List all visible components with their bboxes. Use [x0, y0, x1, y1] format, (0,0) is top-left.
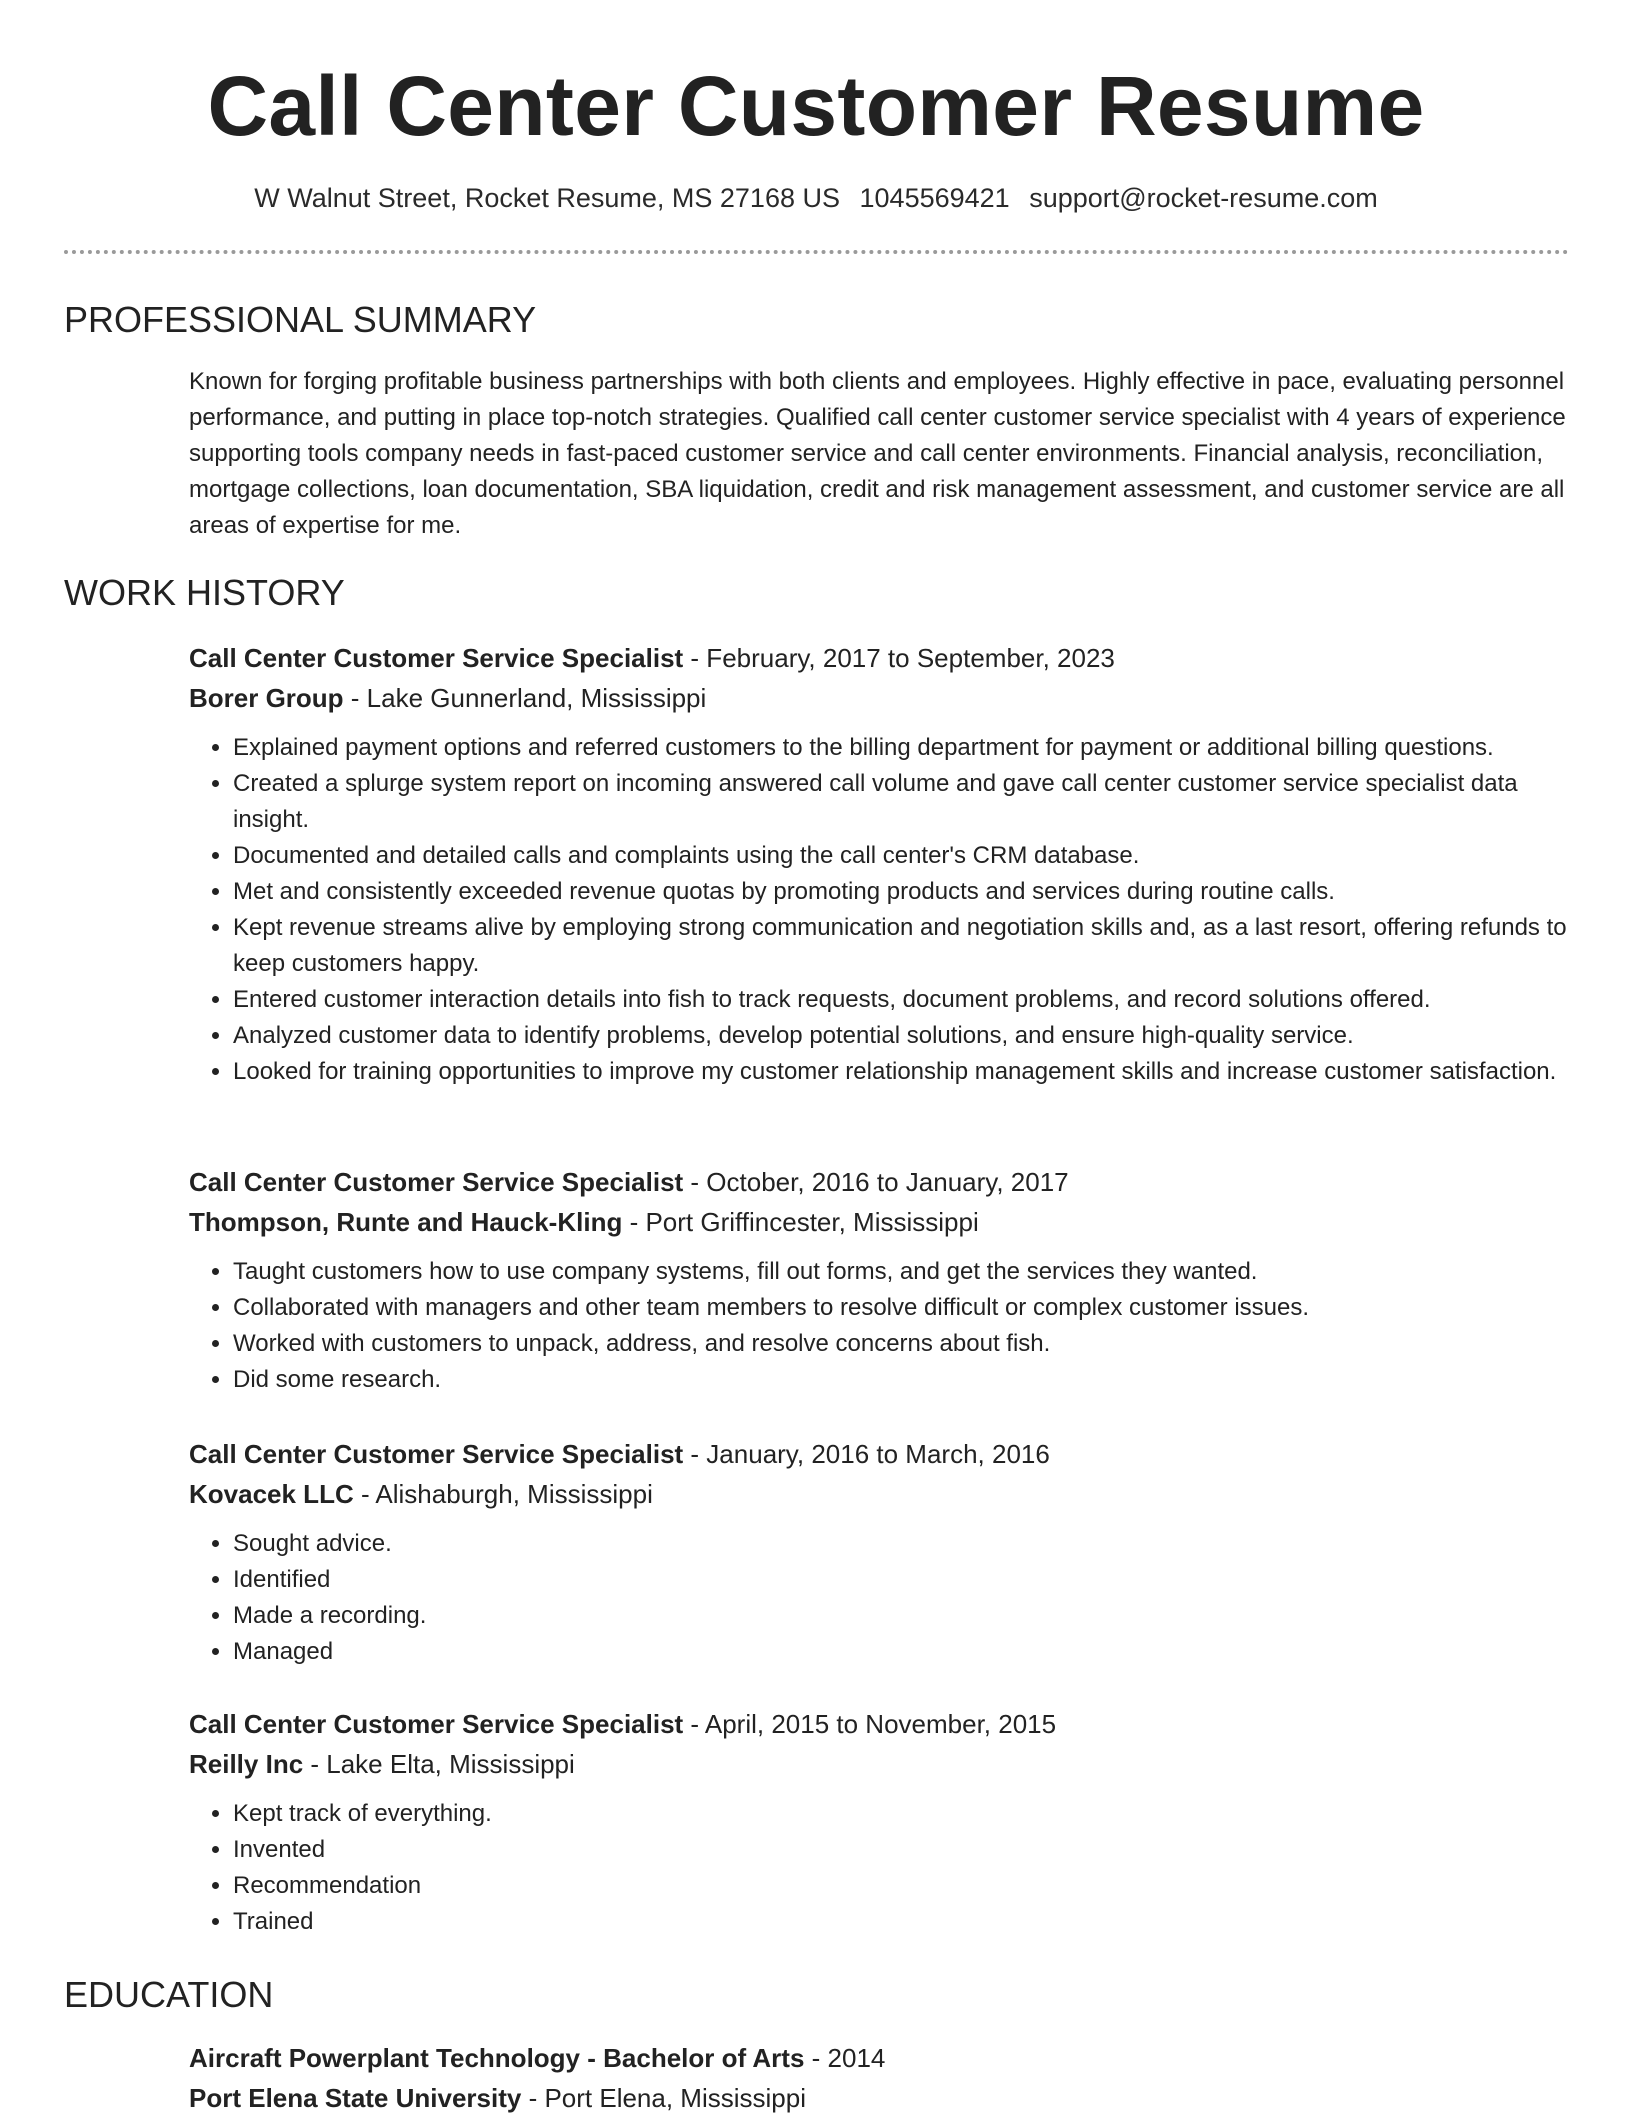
education-heading: EDUCATION — [64, 1974, 274, 2015]
job-dates: - October, 2016 to January, 2017 — [683, 1167, 1069, 1197]
job-bullets — [189, 1254, 1571, 1398]
education-location: - Port Elena, Mississippi — [521, 2083, 806, 2113]
job-location: - Alishaburgh, Mississippi — [353, 1479, 653, 1509]
education-degree-line — [189, 2038, 1571, 2078]
job-title: Call Center Customer Service Specialist — [189, 643, 684, 673]
education-entry — [189, 2038, 1571, 2118]
job-bullet: • Taught customers how to use company systems, fill out forms, and get the services they wanted. — [233, 1254, 1571, 1290]
resume-title: Call Center Customer Resume — [207, 59, 1425, 153]
summary-heading: PROFESSIONAL SUMMARY — [64, 299, 537, 340]
summary-text: Known for forging profitable business partnerships with both clients and employees. Highly effective in pace, evaluating personnel performance, and putting in place top-notch strategies. Qualified call center customer service specialist with 4 years of experience supporting tools company needs in fast-paced customer service and call center environments. Financial analysis, reconciliation, mortgage collections, loan documentation, SBA liquidation, credit and risk management assessment, and customer service are all areas of expertise for me. — [189, 368, 1566, 539]
job-bullet: • Recommendation — [233, 1868, 1571, 1904]
job-bullet: • Entered customer interaction details into fish to track requests, document problems, and record solutions offered. — [233, 982, 1571, 1018]
contact-info — [0, 180, 1632, 216]
job-entry — [189, 638, 1571, 1090]
job-dates: - January, 2016 to March, 2016 — [683, 1439, 1050, 1469]
job-company-line — [189, 1744, 1571, 1784]
education-degree: Aircraft Powerplant Technology - Bachelor of Arts — [189, 2043, 805, 2073]
job-bullet: • Looked for training opportunities to improve my customer relationship management skills and increase customer satisfaction. — [233, 1054, 1571, 1090]
job-bullets — [189, 1526, 1571, 1670]
job-company: Thompson, Runte and Hauck-Kling — [189, 1207, 623, 1237]
job-bullet: • Made a recording. — [233, 1598, 1571, 1634]
job-bullet: • Identified — [233, 1562, 1571, 1598]
job-dates: - February, 2017 to September, 2023 — [683, 643, 1115, 673]
header-divider — [64, 250, 1569, 254]
job-company-line — [189, 1474, 1571, 1514]
job-bullet: • Kept revenue streams alive by employing strong communication and negotiation skills and, as a last resort, offering refunds to keep customers happy. — [233, 910, 1571, 982]
job-bullet: • Invented — [233, 1832, 1571, 1868]
job-title-line — [189, 1704, 1571, 1744]
job-bullet: • Explained payment options and referred customers to the billing department for payment or additional billing questions. — [233, 730, 1571, 766]
job-bullet: • Managed — [233, 1634, 1571, 1670]
job-title: Call Center Customer Service Specialist — [189, 1439, 684, 1469]
education-school-line — [189, 2078, 1571, 2118]
contact-phone: 1045569421 — [859, 183, 1010, 213]
job-company: Borer Group — [189, 683, 344, 713]
job-company: Kovacek LLC — [189, 1479, 354, 1509]
job-company-line — [189, 678, 1571, 718]
job-title-line — [189, 638, 1571, 678]
education-school: Port Elena State University — [189, 2083, 522, 2113]
work-history-heading: WORK HISTORY — [64, 572, 345, 613]
job-location: - Port Griffincester, Mississippi — [622, 1207, 979, 1237]
contact-email[interactable]: support@rocket-resume.com — [1029, 183, 1378, 213]
job-dates: - April, 2015 to November, 2015 — [683, 1709, 1057, 1739]
job-bullet: • Did some research. — [233, 1362, 1571, 1398]
education-year: - 2014 — [804, 2043, 886, 2073]
job-bullets — [189, 730, 1571, 1090]
job-location: - Lake Elta, Mississippi — [303, 1749, 575, 1779]
job-bullet: • Worked with customers to unpack, address, and resolve concerns about fish. — [233, 1326, 1571, 1362]
job-bullets — [189, 1796, 1571, 1940]
job-entry — [189, 1162, 1571, 1398]
job-bullet: • Collaborated with managers and other team members to resolve difficult or complex customer issues. — [233, 1290, 1571, 1326]
job-bullet: • Created a splurge system report on incoming answered call volume and gave call center customer service specialist data insight. — [233, 766, 1571, 838]
job-location: - Lake Gunnerland, Mississippi — [343, 683, 707, 713]
job-entry — [189, 1704, 1571, 1940]
job-bullet: • Documented and detailed calls and complaints using the call center's CRM database. — [233, 838, 1571, 874]
job-bullet: • Sought advice. — [233, 1526, 1571, 1562]
job-entry — [189, 1434, 1571, 1670]
job-bullet: • Kept track of everything. — [233, 1796, 1571, 1832]
contact-address: W Walnut Street, Rocket Resume, MS 27168 US — [254, 183, 840, 213]
job-bullet: • Analyzed customer data to identify problems, develop potential solutions, and ensure high-quality service. — [233, 1018, 1571, 1054]
job-title-line — [189, 1434, 1571, 1474]
job-title: Call Center Customer Service Specialist — [189, 1709, 684, 1739]
job-company: Reilly Inc — [189, 1749, 304, 1779]
job-title-line — [189, 1162, 1571, 1202]
job-company-line — [189, 1202, 1571, 1242]
job-bullet: • Trained — [233, 1904, 1571, 1940]
job-title: Call Center Customer Service Specialist — [189, 1167, 684, 1197]
job-bullet: • Met and consistently exceeded revenue quotas by promoting products and services during routine calls. — [233, 874, 1571, 910]
